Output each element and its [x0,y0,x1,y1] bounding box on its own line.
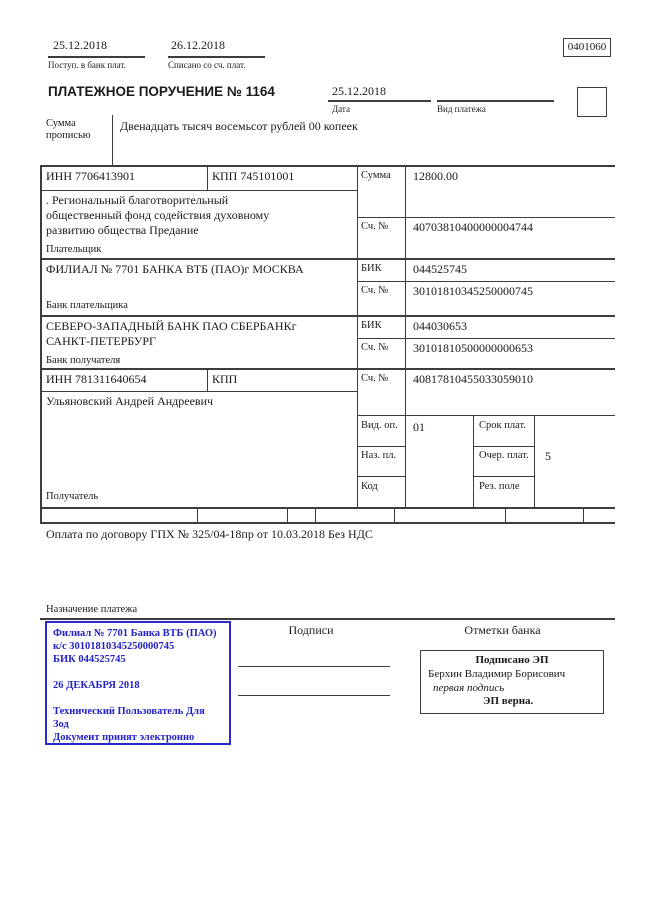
payer-inn: ИНН 7706413901 [46,169,135,183]
amount-words-divider [112,115,113,165]
codes-divider-4 [394,507,395,522]
received-date-underline [48,56,145,58]
term-label: Срок плат. [479,420,526,431]
payment-type-label: Вид платежа [437,104,486,114]
signature-line-1 [238,666,390,667]
payee-name: Ульяновский Андрей Андреевич [46,394,214,408]
payer-bank-section-label: Банк плательщика [46,300,128,311]
bank-stamp-line4: 26 ДЕКАБРЯ 2018 [53,680,140,691]
purpose-label: Назначение платежа [46,604,138,615]
received-date-label: Поступ. в банк плат. [48,60,126,70]
amount-words-label: Сумма прописью [46,118,91,141]
bank-stamp-line3: БИК 044525745 [53,654,126,665]
op-row2-divider-right [473,476,535,477]
payer-name-line1: . Региональный благотворительный [46,193,229,207]
code-label: Код [361,481,378,492]
signature-stamp-valid: ЭП верна. [483,695,534,707]
received-date: 25.12.2018 [53,38,107,52]
payer-bank-name: ФИЛИАЛ № 7701 БАНКА ВТБ (ПАО)г МОСКВА [46,262,304,276]
debited-date-underline [168,56,265,58]
purpose-underline [40,618,615,620]
payer-bank-bik-label: БИК [361,263,382,274]
payer-name-line2: общественный фонд содействия духовному [46,208,270,222]
order-value: 5 [545,449,551,463]
op-row1-divider-right [473,446,535,447]
payee-bank-section-label: Банк получателя [46,355,121,366]
order-label: Очер. плат. [479,450,529,461]
purpose-text: Оплата по договору ГПХ № 325/04-18пр от 10.03.2018 Без НДС [46,527,373,541]
table-border-bottom [40,507,615,509]
payee-account: 40817810455033059010 [413,372,533,386]
form-code-box: 0401060 [563,38,611,57]
pay-purpose-label: Наз. пл. [361,450,397,461]
table-border-payerbank [40,258,615,260]
sum-account-divider [357,217,615,218]
payee-bank-bik-label: БИК [361,320,382,331]
signature-stamp-box [420,650,604,714]
payer-bank-bik: 044525745 [413,262,467,276]
payee-account-label: Сч. № [361,373,389,384]
op-type-label: Вид. оп. [361,420,398,431]
codes-divider-5 [505,507,506,522]
payee-kpp: КПП [212,372,238,386]
bank-stamp-line7: Документ принят электронно [53,732,195,743]
payer-kpp: КПП 745101001 [212,169,295,183]
payer-account-label: Сч. № [361,221,389,232]
document-date: 25.12.2018 [332,84,386,98]
payee-bank-bik: 044030653 [413,319,467,333]
op-row2-divider-left [357,476,406,477]
op-type-value: 01 [413,420,425,434]
table-border-left [40,165,42,524]
signature-stamp-name: Берхин Владимир Борисович [428,668,566,680]
signature-stamp-title: Подписано ЭП [475,654,549,666]
payer-bank-account-label: Сч. № [361,285,389,296]
table-border-top [40,165,615,167]
payer-name-line3: развитию общества Предание [46,223,199,237]
date-underline [328,100,431,102]
op-label2-divider [534,415,535,507]
payer-innkpp-divider [207,165,208,191]
signature-line-2 [238,695,390,696]
payee-section-label: Получатель [46,491,99,502]
bank-stamp-line6: Зод [53,719,69,730]
table-border-payeebank [40,315,615,317]
bank-stamp-line2: к/с 30101810345250000745 [53,641,175,652]
codes-row-bottom [40,522,615,524]
payer-innkpp-bottom [40,190,357,191]
payee-innkpp-divider [207,368,208,392]
payee-bank-account: 30101810500000000653 [413,341,533,355]
signature-stamp-type: первая подпись [433,682,505,694]
bank-stamp-line5: Технический Пользователь Для [53,706,205,717]
sum-value: 12800.00 [413,169,458,183]
bank-marks-label: Отметки банка [464,623,541,637]
payee-innkpp-bottom [40,391,357,392]
document-title: ПЛАТЕЖНОЕ ПОРУЧЕНИЕ № 1164 [48,84,275,99]
payer-bank-account: 30101810345250000745 [413,284,533,298]
signatures-label: Подписи [288,623,334,637]
payee-account-bottom [357,415,615,416]
op-value-divider [473,415,474,507]
payee-inn: ИНН 781311640654 [46,372,147,386]
table-border-payee [40,368,615,370]
payerbank-bik-account-divider [357,281,615,282]
payee-bank-account-label: Сч. № [361,342,389,353]
codes-divider-2 [287,507,288,522]
payer-account: 40703810400000004744 [413,220,533,234]
reserve-label: Рез. поле [479,481,520,492]
payee-bank-name-line1: СЕВЕРО-ЗАПАДНЫЙ БАНК ПАО СБЕРБАНКг [46,319,297,333]
payment-type-underline [437,100,554,102]
payeebank-bik-account-divider [357,338,615,339]
payment-type-box [577,87,607,117]
payee-bank-name-line2: САНКТ-ПЕТЕРБУРГ [46,334,156,348]
payer-section-label: Плательщик [46,244,102,255]
sum-label: Сумма [361,170,391,181]
amount-words-value: Двенадцать тысяч восемьсот рублей 00 копеек [120,119,358,133]
debited-date-label: Списано со сч. плат. [168,60,246,70]
codes-divider-3 [315,507,316,522]
debited-date: 26.12.2018 [171,38,225,52]
codes-divider-6 [583,507,584,522]
codes-divider-1 [197,507,198,522]
bank-stamp-box [45,621,231,745]
op-row1-divider-left [357,446,406,447]
bank-stamp-line1: Филиал № 7701 Банка ВТБ (ПАО) [53,628,217,639]
date-label: Дата [332,104,350,114]
